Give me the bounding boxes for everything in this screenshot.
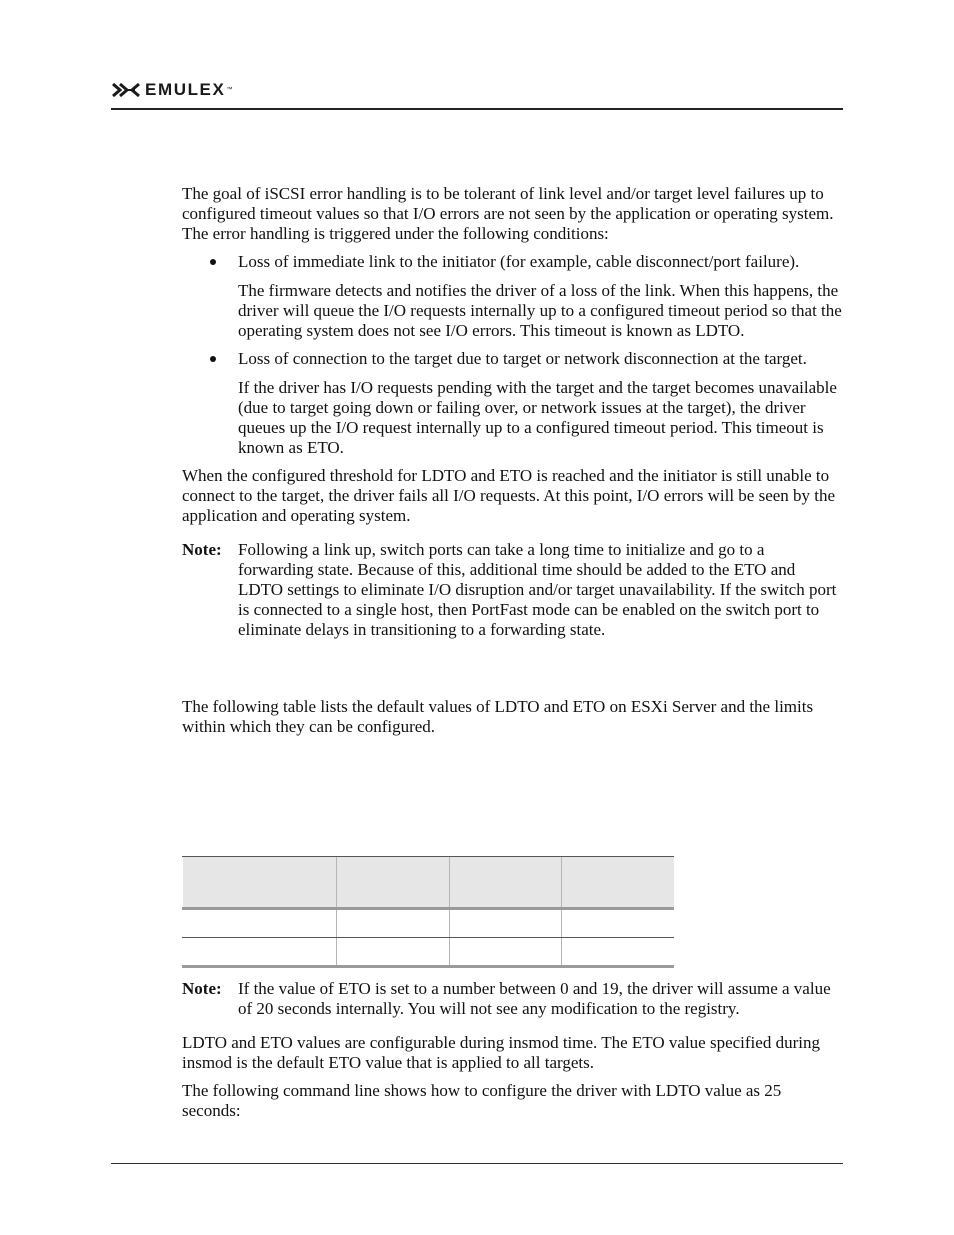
condition-text: Loss of connection to the target due to target or network disconnection at the target.: [238, 349, 807, 368]
lower-content: [182, 979, 844, 1121]
condition-detail: The firmware detects and notifies the driver of a loss of the link. When this happens, the driver will queue the I/O requests internally up to a configured timeout period so that the operating system does not see I/O errors. This timeout is known as LDTO.: [238, 281, 842, 340]
intro-paragraph: The goal of iSCSI error handling is to be tolerant of link level and/or target level failures up to configured timeout values so that I/O errors are not seen by the application or operating system. The error handling is triggered under the following conditions:: [182, 184, 834, 243]
table-intro-paragraph: The following table lists the default values of LDTO and ETO on ESXi Server and the limits within which they can be configured.: [182, 697, 814, 736]
table-header-row: [183, 857, 675, 909]
table-row: [183, 909, 675, 938]
table-header-cell: [449, 857, 562, 909]
table-cell: [449, 909, 562, 938]
main-content: [182, 184, 844, 737]
insmod-paragraph: LDTO and ETO values are configurable during insmod time. The ETO value specified during insmod is the default ETO value that is applied to all targets.: [182, 1033, 820, 1072]
table-cell: [183, 938, 337, 967]
emulex-logo-icon: [111, 82, 141, 98]
note-eto: [182, 979, 844, 1019]
table-cell: [562, 938, 674, 967]
note-text: Following a link up, switch ports can take a long time to initialize and go to a forwarding state. Because of this, additional time should be added to the ETO and LDTO settings to eliminate I/O disruption and/or target unavailability. If the switch port is connected to a single host, then PortFast mode can be enabled on the switch port to eliminate delays in transitioning to a forwarding state.: [238, 540, 837, 639]
table-header-cell: [337, 857, 450, 909]
note-text: If the value of ETO is set to a number between 0 and 19, the driver will assume a value of 20 seconds internally. You will not see any modification to the registry.: [238, 979, 831, 1018]
table-cell: [562, 909, 674, 938]
table-cell: [449, 938, 562, 967]
bullet-dot-icon: [210, 356, 216, 362]
footer-rule: [111, 1163, 843, 1164]
table-header-cell: [562, 857, 674, 909]
header-logo: [111, 80, 232, 100]
timeout-table: [182, 856, 674, 968]
trademark-symbol: ™: [226, 87, 233, 93]
table-header-cell: [183, 857, 337, 909]
note-link-up: [182, 540, 844, 640]
condition-detail: If the driver has I/O requests pending with the target and the target becomes unavailable (due to target going down or failing over, or network issues at the target), the driver queues up the I/O request internally up to a configured timeout period. This timeout is known as ETO.: [238, 378, 837, 457]
table-cell: [183, 909, 337, 938]
table-cell: [337, 938, 450, 967]
threshold-paragraph: When the configured threshold for LDTO and ETO is reached and the initiator is still unable to connect to the target, the driver fails all I/O requests. At this point, I/O errors will be seen by the application and operating system.: [182, 466, 836, 525]
table-row: [183, 938, 675, 967]
note-label: Note:: [182, 540, 222, 559]
condition-bullet-1: [182, 252, 844, 272]
condition-text: Loss of immediate link to the initiator (for example, cable disconnect/port failure).: [238, 252, 800, 271]
condition-bullet-2: [182, 349, 844, 369]
brand-name: EMULEX: [145, 80, 226, 99]
note-label: Note:: [182, 979, 222, 998]
bullet-dot-icon: [210, 259, 216, 265]
table-cell: [337, 909, 450, 938]
header-rule: [111, 108, 843, 110]
command-paragraph: The following command line shows how to configure the driver with LDTO value as 25 seconds:: [182, 1081, 782, 1120]
